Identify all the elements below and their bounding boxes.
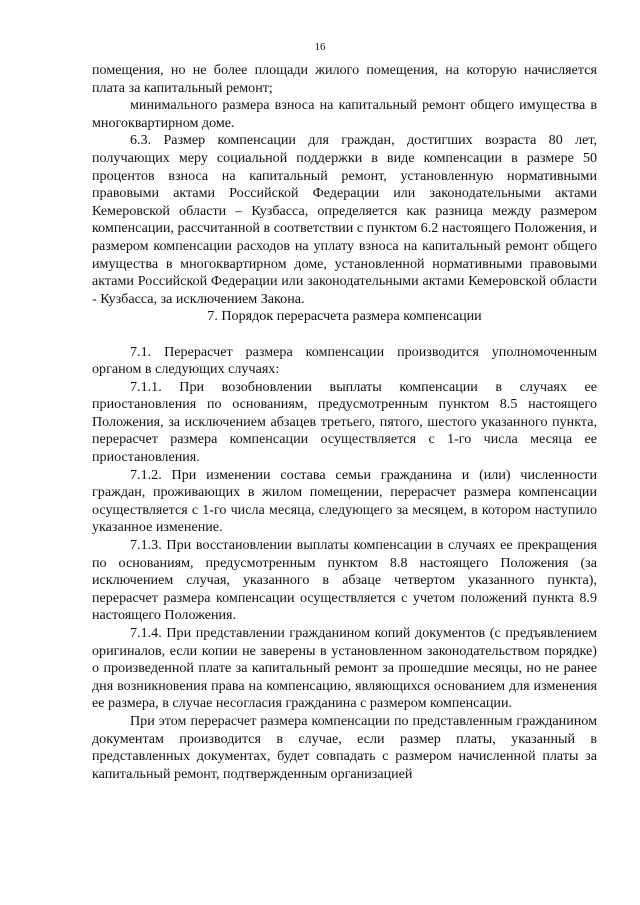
paragraph: помещения, но не более площади жилого помещения, на которую начисляется плата за капитальный ремонт; <box>92 62 597 96</box>
paragraph: минимального размера взноса на капитальный ремонт общего имущества в многоквартирном доме. <box>92 97 597 131</box>
paragraph: 7.1.1. При возобновлении выплаты компенсации в случаях ее приостановления по основаниям, предусмотренным пунктом 8.5 настоящего Положения, за исключением абзацев третьего, пятого, шестого указанного пункта, перерасчет размера компенсации осуществляется с 1-го числа месяца ее приостановления. <box>92 378 597 466</box>
paragraph: 7.1. Перерасчет размера компенсации производится уполномоченным органом в следующих случаях: <box>92 343 597 378</box>
paragraph: 6.3. Размер компенсации для граждан, достигших возраста 80 лет, получающих меру социальной поддержки в виде компенсации в размере 50 процентов взноса на капитальный ремонт, установленную нормативными правовыми актами Российской Федерации или законодательными актами Кемеровской области – Кузбасса, определяется как разница между размером компенсации, рассчитанной в соответствии с пунктом 6.2 настоящего Положения, и размером компенсации расходов на уплату взноса на капитальный ремонт общего имущества в многоквартирном доме, установленной нормативными правовыми актами Российской Федерации или законодательными актами Кемеровской области - Кузбасса, за исключением Закона. <box>92 132 597 307</box>
paragraph: 7.1.2. При изменении состава семьи гражданина и (или) численности граждан, проживающих в жилом помещении, перерасчет размера компенсации осуществляется с 1-го числа месяца, следующего за месяцем, в котором наступило указанное изменение. <box>92 466 597 536</box>
page-number: 16 <box>314 41 326 53</box>
paragraph: При этом перерасчет размера компенсации по представленным гражданином документам производится в случае, если размер платы, указанный в представленных документах, будет совпадать с размером начисленной платы за капитальный ремонт, подтвержденным организацией <box>92 712 597 782</box>
paragraph: 7.1.3. При восстановлении выплаты компенсации в случаях ее прекращения по основаниям, предусмотренным пунктом 8.8 настоящего Положения (за исключением случая, указанного в абзаце четвертом указанного пункта), перерасчет размера компенсации осуществляется с учетом положений пункта 8.9 настоящего Положения. <box>92 537 597 624</box>
document-body <box>92 62 597 783</box>
section-heading: 7. Порядок перерасчета размера компенсации <box>207 308 482 325</box>
paragraph: 7.1.4. При представлении гражданином копий документов (с предъявлением оригиналов, если копии не заверены в установленном законодательством порядке) о произведенной плате за капитальный ремонт за прошедшие месяцы, но не ранее дня возникновения права на компенсацию, являющихся основанием для изменения ее размера, в случае несогласия гражданина с размером компенсации. <box>92 625 597 712</box>
